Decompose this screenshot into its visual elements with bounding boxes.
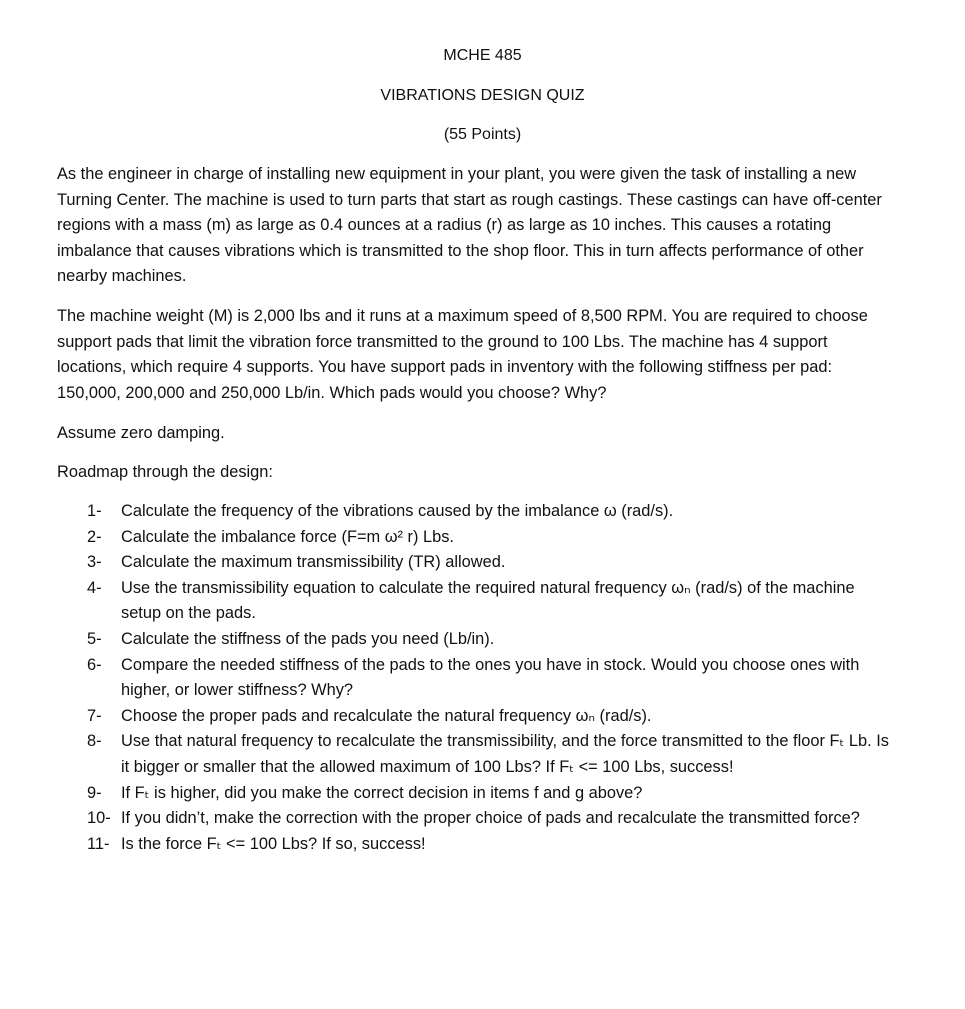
step-text: If you didn’t, make the correction with the proper choice of pads and recalculate the transmitted force?: [121, 809, 860, 828]
step-number: 6-: [87, 655, 102, 674]
step-text: Use that natural frequency to recalculate the transmissibility, and the force transmitted to the floor Fₜ Lb. Is it bigger or smaller that the allowed maximum of 100 Lbs? If Fₜ <= 100 Lbs, success!: [121, 732, 889, 776]
step-text: Calculate the maximum transmissibility (TR) allowed.: [121, 553, 506, 572]
quiz-title: VIBRATIONS DESIGN QUIZ: [380, 87, 585, 104]
step-text: Is the force Fₜ <= 100 Lbs? If so, success!: [121, 834, 426, 853]
roadmap-step: [57, 653, 897, 704]
roadmap-step: [57, 627, 897, 653]
step-text: Calculate the frequency of the vibrations caused by the imbalance ω (rad/s).: [121, 502, 674, 520]
roadmap-step: [57, 576, 897, 627]
roadmap-heading: Roadmap through the design:: [57, 463, 273, 481]
step-number: 8-: [87, 732, 102, 751]
roadmap-step: [57, 499, 897, 525]
step-text: Calculate the imbalance force (F=m ω² r) Lbs.: [121, 527, 454, 546]
step-number: 7-: [87, 706, 102, 725]
step-number: 3-: [87, 553, 102, 572]
step-number: 5-: [87, 629, 102, 648]
step-text: Use the transmissibility equation to calculate the required natural frequency ωₙ (rad/s) of the machine setup on the pads.: [121, 578, 855, 623]
intro-paragraph: As the engineer in charge of installing new equipment in your plant, you were given the task of installing a new Turning Center. The machine is used to turn parts that start as rough castings. These castings can have off-center regions with a mass (m) as large as 0.4 ounces at a radius (r) as large as 10 inches. This causes a rotating imbalance that causes vibrations which is transmitted to the shop floor. This in turn affects performance of other nearby machines.: [57, 165, 882, 286]
roadmap-step: [57, 781, 897, 807]
step-number: 1-: [87, 502, 102, 520]
quiz-points: (55 Points): [443, 126, 522, 143]
course-title: MCHE 485: [443, 47, 522, 64]
step-number: 9-: [87, 783, 102, 802]
step-number: 4-: [87, 578, 102, 597]
step-text: Compare the needed stiffness of the pads to the ones you have in stock. Would you choose ones with higher, or lower stiffness? Why?: [121, 655, 860, 700]
step-number: 11-: [87, 834, 110, 853]
requirements-paragraph: The machine weight (M) is 2,000 lbs and it runs at a maximum speed of 8,500 RPM. You are required to choose support pads that limit the vibration force transmitted to the ground to 100 Lbs. The machine has 4 support locations, which require 4 supports. You have support pads in inventory with the following stiffness per pad: 150,000, 200,000 and 250,000 Lb/in. Which pads would you choose? Why?: [57, 307, 868, 402]
step-text: Calculate the stiffness of the pads you need (Lb/in).: [121, 629, 495, 648]
roadmap-step: [57, 806, 897, 832]
roadmap-step: [57, 832, 897, 858]
step-number: 10-: [87, 809, 111, 828]
step-text: If Fₜ is higher, did you make the correct decision in items f and g above?: [121, 783, 643, 802]
step-number: 2-: [87, 527, 102, 546]
roadmap-step: [57, 550, 897, 576]
roadmap-steps-list: [57, 499, 897, 857]
roadmap-step: [57, 729, 897, 780]
step-text: Choose the proper pads and recalculate the natural frequency ωₙ (rad/s).: [121, 706, 652, 725]
assumption-text: Assume zero damping.: [57, 424, 225, 442]
roadmap-step: [57, 704, 897, 730]
roadmap-step: [57, 525, 897, 551]
